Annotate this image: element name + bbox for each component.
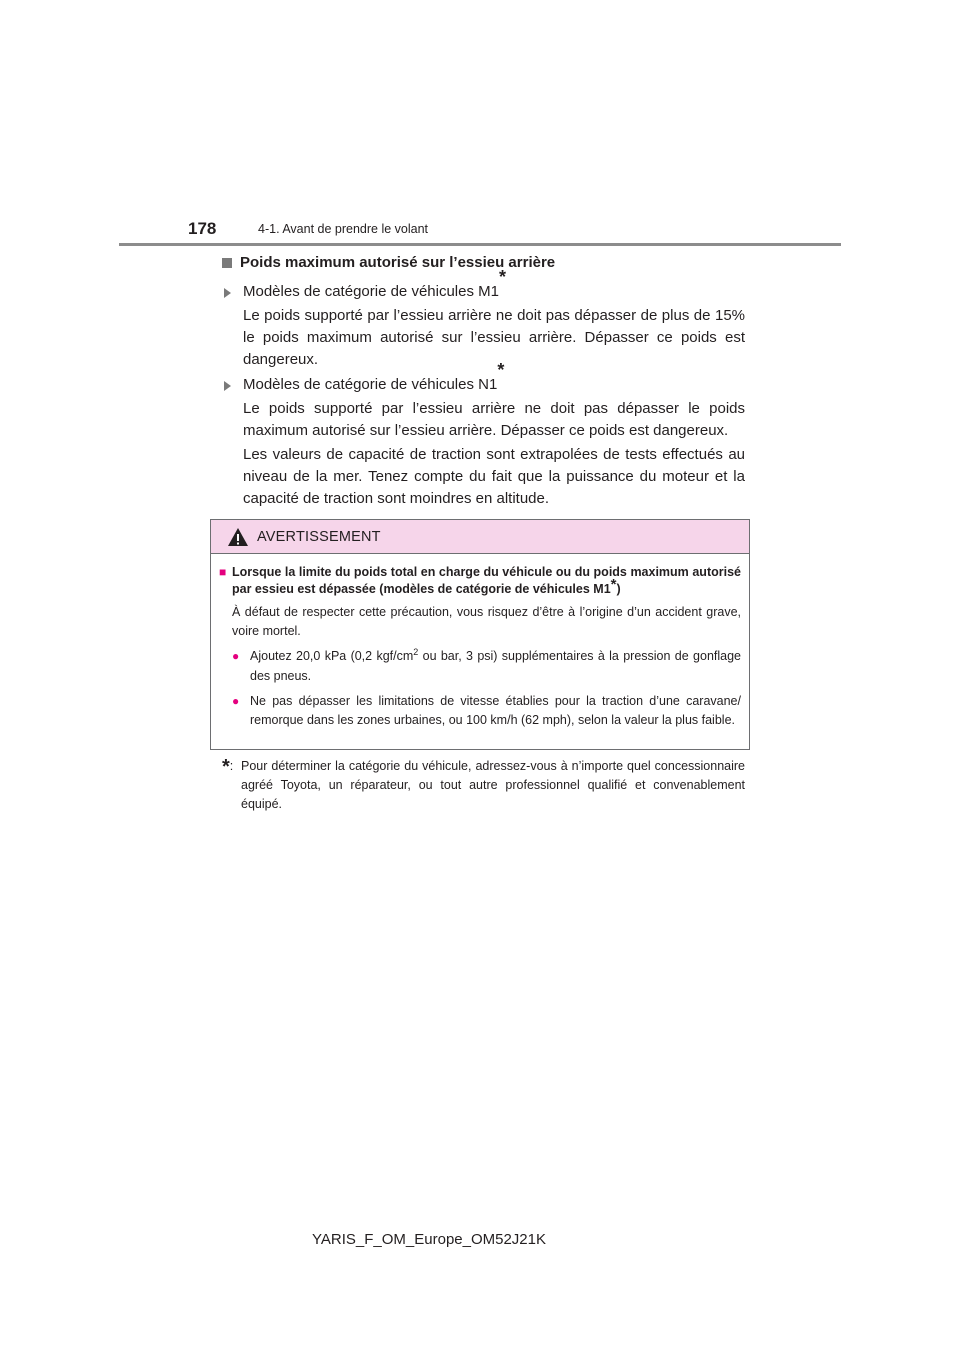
footnote-mark (222, 757, 241, 814)
document-code: YARIS_F_OM_Europe_OM52J21K (312, 1231, 547, 1248)
warning-bullet-text (250, 647, 741, 686)
warning-bullet (232, 647, 741, 686)
paragraph-altitude: Les valeurs de capacité de traction sont extrapolées de tests effectués au niveau de la mer. Tenez compte du fait que la puissance du moteur et la capacité de traction sont moindres en altitude. (243, 446, 745, 507)
warning-body (211, 554, 749, 730)
circle-bullet-icon: ● (232, 694, 240, 708)
square-bullet-icon (222, 258, 232, 268)
circle-bullet-icon: ● (232, 649, 240, 663)
page-number: 178 (188, 219, 217, 238)
warning-title: AVERTISSEMENT (257, 528, 381, 545)
warning-bullet-text: Ne pas dépasser les limitations de vitesse établies pour la traction d’une caravane/ remorque dans les zones urbaines, ou 100 km/h (62 mph), selon la valeur la plus faible. (250, 694, 741, 727)
section-title: 4-1. Avant de prendre le volant (258, 222, 429, 236)
triangle-bullet-icon (224, 381, 231, 391)
warning-header (211, 520, 749, 554)
triangle-bullet-icon (224, 288, 231, 298)
subheading-m1: Modèles de catégorie de véhicules M1 * (224, 283, 506, 300)
superscript: 2 (413, 647, 419, 657)
warning-item (219, 564, 741, 598)
subheading-m1-label: Modèles de catégorie de véhicules M1 (243, 283, 499, 300)
warning-bullet (232, 692, 741, 730)
footnote-colon: : (229, 759, 234, 773)
asterisk-mark: * (610, 576, 617, 593)
subheading-n1-label: Modèles de catégorie de véhicules N1 (243, 376, 498, 393)
warning-item-title-text: Lorsque la limite du poids total en charge du véhicule ou du poids maximum autorisé par essieu est dépassée (modèles de catégorie de véhicules M1 (232, 565, 741, 596)
subheading-n1: Modèles de catégorie de véhicules N1 * (224, 376, 504, 393)
warning-item-title (232, 564, 741, 598)
square-bullet-icon: ■ (219, 565, 227, 579)
warning-item-title-end: ) (616, 582, 621, 596)
warning-box (210, 519, 750, 750)
heading-text: Poids maximum autorisé sur l’essieu arrière (240, 254, 556, 271)
asterisk-mark: * (222, 756, 230, 778)
paragraph-m1: Le poids supporté par l’essieu arrière ne doit pas dépasser de plus de 15% le poids maximum autorisé sur l’essieu arrière. Dépasser ce poids est dangereux. (243, 307, 745, 368)
footnote-text: Pour déterminer la catégorie du véhicule, adressez-vous à n’importe quel concessionnaire agréé Toyota, un réparateur, ou tout autre professionnel qualifié et convenablement équipé. (241, 759, 745, 811)
bullet1-text-a: Ajoutez 20,0 kPa (0,2 kgf/cm (250, 649, 414, 663)
bullet1-text-b: ou bar, 3 psi) supplémentaires à la pression de gonflage des pneus. (250, 649, 741, 683)
header-divider (119, 243, 841, 246)
warning-triangle-icon (227, 527, 249, 547)
footnote (222, 757, 745, 814)
paragraph-n1: Le poids supporté par l’essieu arrière ne doit pas dépasser le poids maximum autorisé sur l’essieu arrière. Dépasser ce poids est dangereux. (243, 400, 745, 439)
warning-intro: À défaut de respecter cette précaution, vous risquez d’être à l’origine d’un accident grave, voire mortel. (232, 605, 741, 638)
